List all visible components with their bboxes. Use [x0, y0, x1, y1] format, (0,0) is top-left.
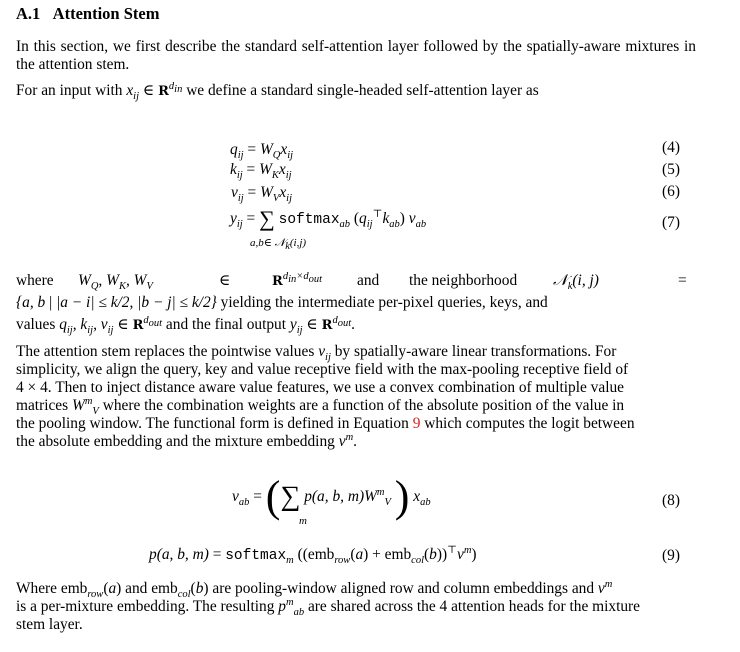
equation-6: $v_{ij} = W_Vx_{ij}$	[231, 184, 293, 205]
equation-5-number: (5)	[662, 161, 680, 178]
embedding-line-3: stem layer.	[16, 616, 83, 633]
stem-line-1: The attention stem replaces the pointwise values $v_{ij}$ by spatially-aware linear transformations. For	[16, 343, 617, 364]
equation-8-sum-index: m	[299, 515, 307, 527]
equation-8-number: (8)	[662, 492, 680, 509]
equation-9-number: (9)	[662, 547, 680, 564]
equation-4-number: (4)	[662, 139, 680, 156]
stem-line-5: the pooling window. The functional form is defined in Equation 9 which computes the logit between	[16, 415, 635, 432]
section-number: A.1	[16, 4, 41, 23]
equation-9-link[interactable]: 9	[412, 415, 421, 432]
equation-5: $k_{ij} = W_Kx_{ij}$	[230, 161, 292, 182]
equation-8: $v_{ab}$ = (∑ p(a, b, $m)W^m_V$ ) $x_{ab}$	[232, 472, 431, 521]
section-heading	[16, 4, 159, 24]
equation-7-sum-range: a,b∈ 𝒩$_k$(i,j)	[250, 237, 307, 253]
where-line-3: values $q_{ij}$, $k_{ij}$, $v_{ij}$ ∈ $R^{d_{out}}$ and the final output $y_{ij}$ ∈ $R^{d_{out}}$.	[16, 314, 356, 337]
math-input: $x_{ij}$	[126, 82, 139, 103]
equation-6-number: (6)	[662, 183, 680, 200]
intro-paragraph: In this section, we first describe the standard self-attention layer followed by the spatially-aware mixtures in the attention stem.	[16, 38, 696, 73]
stem-line-3: 4 × 4. Then to inject distance aware value features, we use a convex combination of multiple value	[16, 379, 625, 396]
equation-7-number: (7)	[662, 214, 680, 231]
embedding-line-2: is a per-mixture embedding. The resulting $p^m_{ab}$ are shared across the 4 attention heads for the mixture	[16, 596, 640, 619]
where-line-2: {a, b | |a − i| ≤ k/2, |b − j| ≤ k/2} yielding the intermediate per-pixel queries, keys, and	[16, 294, 548, 311]
stem-line-6: the absolute embedding and the mixture embedding $\nu^m$.	[16, 431, 358, 450]
stem-line-2: simplicity, we align the query, key and value receptive field with the max-pooling receptive field of	[16, 361, 629, 378]
section-title: Attention Stem	[52, 4, 160, 23]
equation-9: p(a, b, m) = softmax$_m$ $((emb_{row}(a) + emb_{col}(b))^⊤\nu^m)$	[149, 544, 477, 567]
equation-4: $q_{ij} = W_Qx_{ij}$	[230, 141, 294, 162]
embedding-line-1: Where emb$_{row}$(a) and emb$_{col}$(b) are pooling-window aligned row and column embeddings and $\nu^m$	[16, 578, 613, 601]
input-definition-line: For an input with $x_{ij}$ ∈ $R^{d_{in}}$ we define a standard single-headed self-attention layer as	[16, 80, 539, 103]
stem-line-4: matrices $W^m_V$ where the combination weights are a function of the absolute position of the value in	[16, 395, 625, 418]
equation-7: $y_{ij}$ = ∑ softmax$_{ab}$ $(q_{ij}^⊤k_{ab})$ $v_{ab}$	[230, 206, 427, 231]
